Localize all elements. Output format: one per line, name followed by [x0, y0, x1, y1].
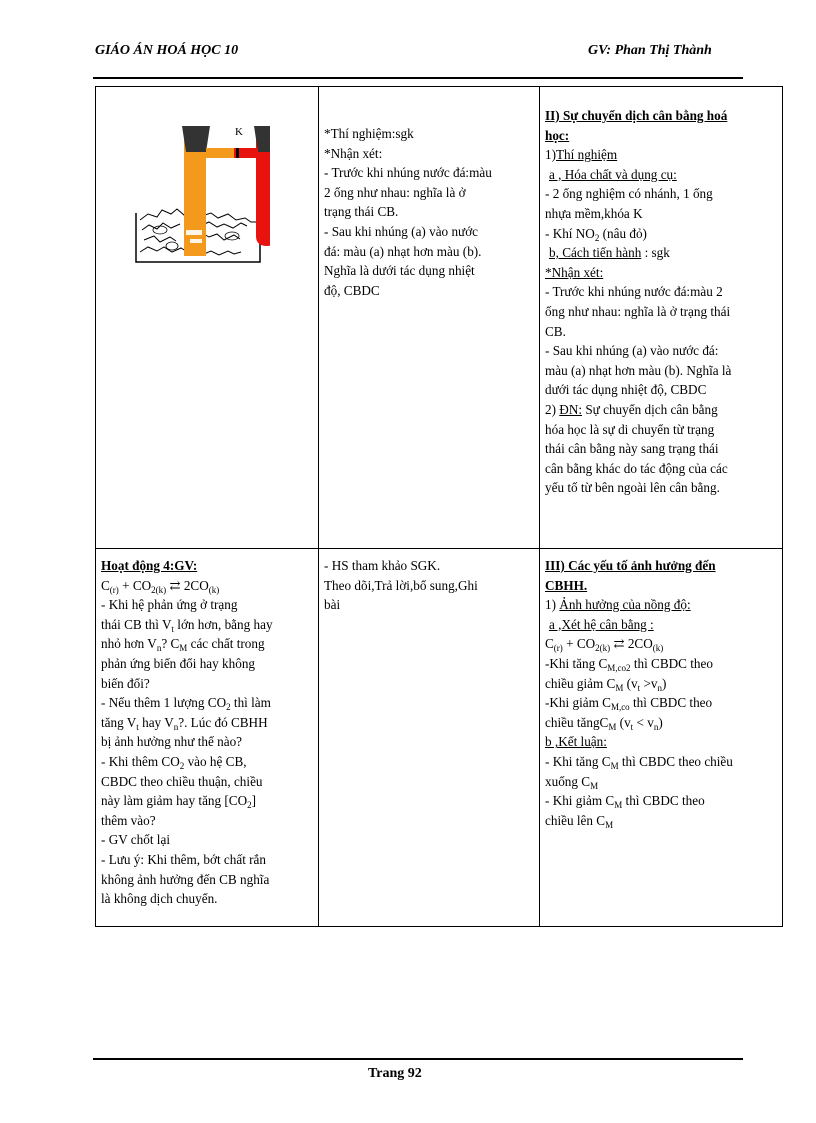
- text-line: [101, 791, 273, 811]
- text-line: biến đổi?: [101, 675, 150, 691]
- text-fragment: ? C: [161, 636, 180, 652]
- text-fragment: + CO: [118, 577, 152, 593]
- text-fragment: 2: [247, 800, 252, 811]
- text-line: [545, 145, 731, 165]
- text-fragment: 2: [179, 760, 185, 771]
- footer-rule: [93, 1058, 743, 1060]
- text-fragment: 2(k): [151, 584, 167, 595]
- text-line: thái cân bằng này sang trạng thái: [545, 441, 719, 457]
- text-line: bị ảnh hưởng như thế nào?: [101, 734, 243, 750]
- text-fragment: này làm giảm hay tăng [CO: [101, 793, 248, 809]
- text-line: hóa học là sự di chuyển từ trạng: [545, 421, 715, 437]
- experiment-figure: [130, 118, 270, 268]
- text-fragment: M: [590, 780, 599, 791]
- text-line: - Sau khi nhúng (a) vào nước đá:: [545, 343, 719, 359]
- text-fragment: 2: [594, 232, 600, 243]
- text-fragment: (k): [208, 584, 220, 595]
- text-fragment: thì CBDC theo chiều: [618, 753, 733, 769]
- text-line: CB.: [545, 323, 566, 339]
- text-fragment: 1): [545, 597, 556, 613]
- text-fragment: chiều giảm C: [545, 675, 616, 691]
- text-fragment: thái CB thì V: [101, 616, 172, 632]
- section-heading-2: II) Sự chuyển dịch cân bằng hoá: [545, 108, 728, 123]
- text-fragment: lớn hơn, bằng hay: [173, 616, 273, 632]
- text-fragment: ]: [251, 793, 257, 809]
- text-fragment: nhỏ hơn V: [101, 636, 157, 652]
- header-teacher: GV: Phan Thị Thành: [588, 43, 712, 58]
- text-fragment: : sgk: [641, 245, 670, 261]
- page-number: Trang 92: [368, 1066, 422, 1081]
- text-fragment: - Nếu thêm 1 lượng CO: [101, 695, 227, 711]
- text-line: [101, 752, 273, 772]
- text-line: *Nhận xét:: [545, 264, 604, 280]
- text-fragment: n: [657, 682, 662, 693]
- text-line: màu (a) nhạt hơn màu (b). Nghĩa là: [545, 362, 732, 378]
- text-fragment: thì CBDC theo: [622, 793, 705, 809]
- text-line: [101, 634, 273, 654]
- text-line: độ, CBDC: [324, 282, 380, 298]
- text-line: phản ứng biến đổi hay không: [101, 655, 256, 671]
- text-line: [545, 713, 733, 733]
- text-fragment: (r): [553, 643, 563, 654]
- text-line: - HS tham khảo SGK.: [324, 558, 441, 573]
- text-fragment: hay V: [138, 714, 174, 730]
- activity-title: Hoạt động 4:GV:: [101, 558, 198, 573]
- text-line: - Trước khi nhúng nước đá:màu: [324, 165, 492, 181]
- text-line: học:: [545, 127, 570, 143]
- text-line: *Nhận xét:: [324, 145, 383, 161]
- text-line: [101, 615, 273, 635]
- row2-teacher-activity: [101, 556, 273, 909]
- text-fragment: b, Cách tiến hành: [549, 245, 642, 261]
- text-line: Theo dõi,Trả lời,bổ sung,Ghi: [324, 577, 478, 593]
- text-line: a , Hóa chất và dụng cụ:: [549, 166, 677, 182]
- text-line: [545, 224, 731, 244]
- text-fragment: - Khi tăng C: [545, 753, 611, 769]
- text-line: b ,Kết luận:: [545, 734, 607, 750]
- text-fragment: n: [173, 721, 179, 732]
- text-fragment: 2CO: [627, 636, 653, 652]
- text-fragment: tăng V: [101, 714, 137, 730]
- header-subject: GIÁO ÁN HOÁ HỌC 10: [95, 43, 239, 58]
- text-line: đá: màu (a) nhạt hơn màu (b).: [324, 243, 482, 259]
- text-line: ống như nhau: nghĩa là ở trạng thái: [545, 303, 731, 319]
- text-fragment: ): [658, 714, 663, 730]
- row2-student-activity: [324, 556, 478, 615]
- row2-content: [545, 556, 733, 830]
- reaction-equation: [101, 576, 273, 596]
- text-fragment: (v: [616, 714, 631, 730]
- text-fragment: t: [171, 623, 174, 634]
- text-line: [101, 693, 273, 713]
- text-fragment: thì CBDC theo: [630, 655, 713, 671]
- text-fragment: n: [653, 721, 659, 732]
- text-fragment: -Khi giảm C: [545, 695, 611, 711]
- text-line: yếu tố từ bên ngoài lên cân bằng.: [545, 480, 720, 496]
- text-fragment: chiều lên C: [545, 812, 606, 828]
- text-line: cân bằng khác do tác động của các: [545, 460, 728, 476]
- text-fragment: ĐN:: [559, 401, 583, 417]
- text-fragment: xuống C: [545, 773, 591, 789]
- section-heading-3: III) Các yếu tố ảnh hưởng đến: [545, 558, 716, 573]
- text-fragment: 1): [545, 147, 556, 163]
- text-fragment: các chất trong: [187, 636, 265, 652]
- text-fragment: M: [614, 800, 623, 811]
- text-line: CBHH.: [545, 577, 588, 593]
- text-line: [545, 654, 733, 674]
- text-line: [545, 400, 731, 420]
- text-line: [545, 243, 731, 263]
- text-fragment: Thí nghiệm: [556, 147, 618, 163]
- text-line: [545, 811, 733, 831]
- text-fragment: M: [615, 682, 624, 693]
- text-line: - Trước khi nhúng nước đá:màu 2: [545, 284, 723, 300]
- text-fragment: 2: [226, 702, 231, 713]
- text-line: dưới tác dụng nhiệt độ, CBDC: [545, 382, 707, 398]
- text-fragment: ⇄: [166, 577, 184, 593]
- equilibrium-equation: [545, 634, 733, 654]
- text-fragment: thì làm: [230, 695, 271, 711]
- valve-label: K: [235, 126, 243, 138]
- text-line: CBDC theo chiều thuận, chiều: [101, 773, 263, 789]
- row1-content: [545, 106, 731, 498]
- text-fragment: C: [545, 636, 554, 652]
- text-fragment: Sự chuyển dịch cân bằng: [582, 401, 718, 417]
- text-line: [545, 772, 733, 792]
- text-line: *Thí nghiệm:sgk: [324, 126, 414, 141]
- text-fragment: 2): [545, 401, 556, 417]
- text-fragment: (nâu đỏ): [599, 225, 647, 241]
- text-line: - 2 ống nghiệm có nhánh, 1 ống: [545, 186, 713, 202]
- text-fragment: M: [608, 721, 617, 732]
- text-fragment: - Khi thêm CO: [101, 753, 180, 769]
- text-fragment: n: [156, 643, 162, 654]
- text-line: là không dịch chuyển.: [101, 891, 218, 907]
- text-fragment: -Khi tăng C: [545, 655, 608, 671]
- text-fragment: C: [101, 577, 110, 593]
- tube-a: [182, 126, 210, 256]
- header-rule: [93, 77, 743, 79]
- text-line: 2 ống như nhau: nghĩa là ở: [324, 184, 466, 200]
- text-fragment: t: [136, 721, 139, 732]
- text-line: Nghĩa là dưới tác dụng nhiệt: [324, 263, 475, 279]
- text-line: - Lưu ý: Khi thêm, bớt chất rắn: [101, 851, 267, 867]
- row1-student-activity: [324, 124, 492, 300]
- text-fragment: M,co2: [607, 662, 631, 673]
- text-fragment: vào hệ CB,: [184, 753, 247, 769]
- text-fragment: ⇄: [610, 636, 628, 652]
- text-fragment: chiều tăngC: [545, 714, 609, 730]
- text-fragment: (r): [109, 584, 119, 595]
- text-line: a ,Xét hệ cân bằng :: [549, 616, 654, 632]
- text-fragment: + CO: [562, 636, 596, 652]
- text-fragment: ): [661, 675, 667, 691]
- tube-b: [254, 126, 270, 246]
- text-line: [545, 595, 733, 615]
- text-line: thêm vào?: [101, 812, 156, 828]
- text-line: - Khi hệ phản ứng ở trạng: [101, 597, 238, 613]
- text-line: - GV chốt lại: [101, 832, 170, 848]
- text-line: [545, 693, 733, 713]
- text-fragment: thì CBDC theo: [629, 695, 713, 711]
- text-line: nhựa mềm,khóa K: [545, 205, 643, 221]
- text-fragment: < v: [633, 714, 654, 730]
- text-line: - Sau khi nhúng (a) vào nước: [324, 223, 479, 239]
- text-fragment: M,co: [610, 702, 630, 713]
- text-line: trạng thái CB.: [324, 204, 399, 220]
- text-fragment: 2CO: [183, 577, 209, 593]
- text-line: [101, 713, 273, 733]
- text-fragment: ?. Lúc đó CBHH: [178, 714, 268, 730]
- text-line: bài: [324, 597, 341, 613]
- text-fragment: M: [610, 760, 619, 771]
- text-line: [545, 674, 733, 694]
- text-fragment: t: [637, 682, 641, 693]
- text-fragment: M: [179, 643, 188, 654]
- text-line: [545, 752, 733, 772]
- text-fragment: (v: [623, 675, 638, 691]
- text-fragment: M: [605, 819, 614, 830]
- text-fragment: (k): [652, 643, 664, 654]
- text-line: [545, 791, 733, 811]
- text-fragment: 2(k): [595, 643, 611, 654]
- text-fragment: t: [630, 721, 634, 732]
- text-fragment: Ảnh hưởng của nồng độ:: [559, 597, 691, 613]
- text-fragment: - Khi giảm C: [545, 793, 615, 809]
- text-fragment: >v: [640, 675, 658, 691]
- text-line: không ảnh hưởng đến CB nghĩa: [101, 871, 270, 887]
- text-fragment: - Khí NO: [545, 225, 595, 241]
- connecting-tube: [206, 148, 258, 158]
